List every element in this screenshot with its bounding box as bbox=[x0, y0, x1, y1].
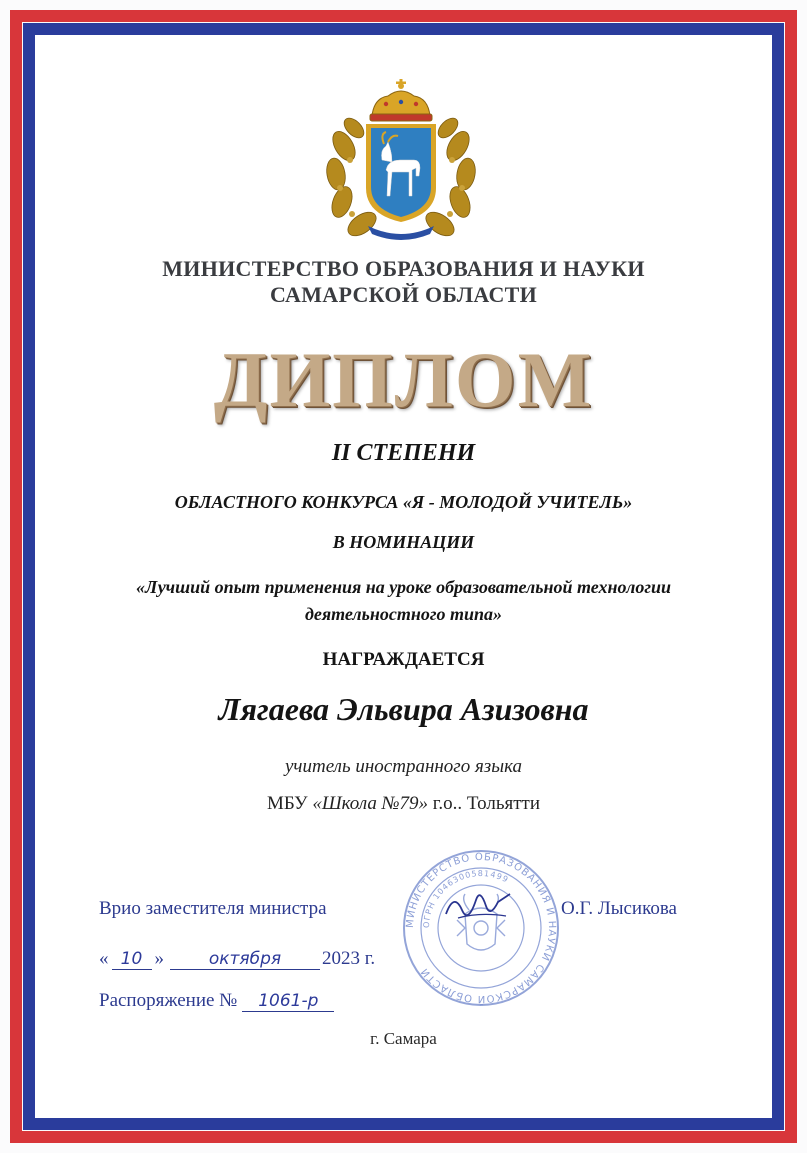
date-year: 2023 г. bbox=[322, 948, 376, 969]
date-close-quote: » bbox=[154, 948, 164, 969]
handwritten-signature bbox=[440, 880, 520, 930]
date-day: 10 bbox=[112, 949, 152, 970]
recipient-school bbox=[0, 793, 807, 815]
issue-city: г. Самара bbox=[370, 1029, 437, 1048]
awarded-heading: НАГРАЖДАЕТСЯ bbox=[322, 649, 485, 670]
ministry-name-line2: САМАРСКОЙ ОБЛАСТИ bbox=[269, 282, 538, 307]
nomination-title-line1: «Лучший опыт применения на уроке образовательной технологии bbox=[136, 577, 671, 597]
date-open-quote: « bbox=[99, 948, 109, 969]
recipient-position: учитель иностранного языка bbox=[285, 756, 522, 777]
order-reference bbox=[99, 990, 334, 1012]
diploma-degree: II СТЕПЕНИ bbox=[331, 440, 476, 466]
issue-date bbox=[99, 948, 375, 970]
order-number: 1061-р bbox=[242, 991, 334, 1012]
date-month: октября bbox=[170, 949, 320, 970]
recipient-name: Лягаева Эльвира Азизовна bbox=[218, 691, 589, 727]
svg-text:ОГРН 1046300581499: ОГРН 1046300581499 bbox=[421, 868, 511, 929]
ministry-name-line1: МИНИСТЕРСТВО ОБРАЗОВАНИЯ И НАУКИ bbox=[162, 256, 645, 281]
nomination-title-line2: деятельностного типа» bbox=[304, 604, 503, 624]
samara-coat-of-arms-icon bbox=[322, 76, 480, 240]
nomination-intro: В НОМИНАЦИИ bbox=[332, 532, 475, 552]
diploma-title: ДИПЛОМ bbox=[213, 336, 594, 423]
svg-text:МИНИСТЕРСТВО ОБРАЗОВАНИЯ И НАУ: МИНИСТЕРСТВО ОБРАЗОВАНИЯ И НАУКИ САМАРСКОЙ ОБЛАСТИ bbox=[404, 851, 558, 1005]
contest-name: ОБЛАСТНОГО КОНКУРСА «Я - МОЛОДОЙ УЧИТЕЛЬ» bbox=[174, 492, 633, 512]
school-city: г.о.. Тольятти bbox=[432, 793, 541, 814]
signatory-name: О.Г. Лысикова bbox=[561, 898, 677, 919]
school-prefix: МБУ bbox=[266, 793, 308, 814]
school-name: «Школа №79» bbox=[312, 793, 429, 814]
signatory-role: Врио заместителя министра bbox=[99, 898, 327, 919]
order-label: Распоряжение № bbox=[99, 990, 238, 1011]
